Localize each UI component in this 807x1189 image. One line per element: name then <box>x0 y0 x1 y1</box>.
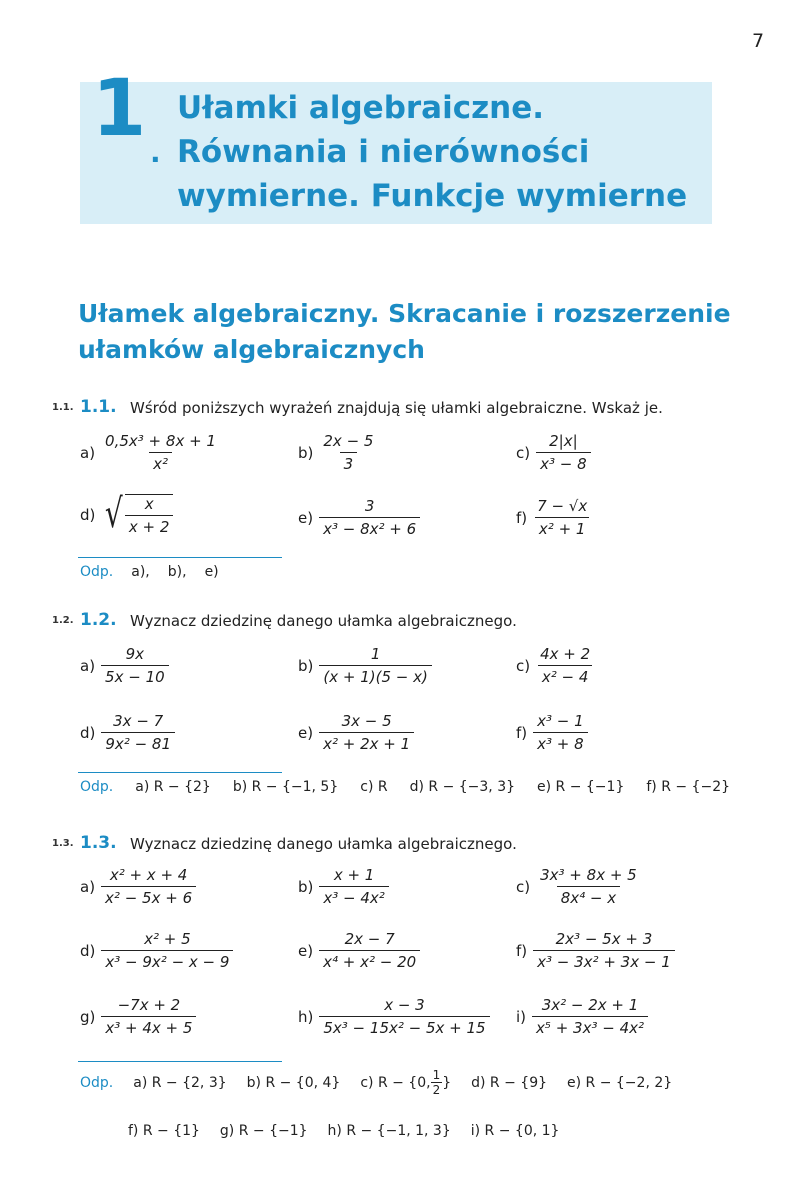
answer: f) R − {1} <box>128 1123 200 1139</box>
answer: b) R − {0, 4} <box>246 1074 341 1091</box>
exercise-text: Wyznacz dziedzinę danego ułamka algebraicznego. <box>130 612 517 630</box>
item-label: c) <box>516 656 531 675</box>
radicand <box>125 494 174 536</box>
numerator: 4x + 2 <box>540 645 591 663</box>
exercise-small-number: 1.3. <box>52 838 74 849</box>
numerator: x + 1 <box>333 866 375 884</box>
section-title <box>78 296 731 368</box>
item-label: e) <box>298 508 314 527</box>
expression-item <box>80 996 196 1037</box>
fraction <box>101 645 169 686</box>
denominator: 9x² − 81 <box>101 732 175 753</box>
chapter-title-line: Równania i nierówności <box>177 134 590 170</box>
numerator: 2x − 7 <box>344 930 395 948</box>
numerator: x³ − 1 <box>537 712 584 730</box>
fraction <box>125 495 174 536</box>
exercise-small-number: 1.1. <box>52 402 74 413</box>
fraction <box>536 432 591 473</box>
answer: d) R − {9} <box>471 1074 548 1091</box>
numerator: 3x − 7 <box>113 712 164 730</box>
expression-item <box>298 712 414 753</box>
fraction <box>319 432 377 473</box>
page-number: 7 <box>752 30 765 52</box>
answer: e) <box>204 564 219 580</box>
numerator: 3x³ + 8x + 5 <box>540 866 637 884</box>
answer-divider <box>78 772 282 773</box>
expression-item <box>298 432 377 473</box>
expression-item <box>516 712 588 753</box>
denominator: x³ − 8 <box>536 452 591 473</box>
numerator: 2|x| <box>549 432 578 450</box>
numerator: 2x³ − 5x + 3 <box>555 930 653 948</box>
item-label: d) <box>80 506 96 524</box>
item-label: b) <box>298 877 314 896</box>
answer: d) R − {−3, 3} <box>409 779 516 795</box>
item-label: g) <box>80 1007 96 1026</box>
expression-item <box>80 432 220 473</box>
fraction <box>319 996 489 1037</box>
numerator: 7 − √x <box>537 497 588 515</box>
expression-item <box>80 645 169 686</box>
answer-divider <box>78 557 282 558</box>
exercise-text: Wyznacz dziedzinę danego ułamka algebraicznego. <box>130 835 517 853</box>
item-label: i) <box>516 1007 527 1026</box>
denominator: x³ − 8x² + 6 <box>319 517 420 538</box>
answer: i) R − {0, 1} <box>470 1123 560 1139</box>
answer-divider <box>78 1061 282 1062</box>
answer: a) R − {2, 3} <box>133 1074 227 1091</box>
expression-item <box>80 930 233 971</box>
answers-label: Odp. <box>80 1074 114 1091</box>
denominator: 3 <box>340 452 358 473</box>
denominator: x + 2 <box>125 515 174 536</box>
expression-item <box>516 866 641 907</box>
numerator: 3x² − 2x + 1 <box>541 996 639 1014</box>
item-label: d) <box>80 723 96 742</box>
fraction <box>101 930 233 971</box>
radical-sign: √ <box>105 491 124 537</box>
answers-label: Odp. <box>80 564 114 580</box>
denominator: x² − 4 <box>538 665 593 686</box>
fraction <box>319 712 414 753</box>
answer: a) R − {2} <box>135 779 211 795</box>
exercise-text: Wśród poniższych wyrażeń znajdują się ułamki algebraiczne. Wskaż je. <box>130 399 663 417</box>
chapter-number: 1 <box>92 64 147 154</box>
item-label: f) <box>516 941 528 960</box>
item-label: a) <box>80 443 96 462</box>
expression-item <box>298 645 432 686</box>
fraction <box>101 432 220 473</box>
answers-row <box>128 1123 559 1139</box>
expression-item <box>516 930 675 971</box>
answer: e) R − {−1} <box>537 779 625 795</box>
fraction <box>536 645 594 686</box>
numerator: x² + x + 4 <box>109 866 188 884</box>
denominator: 8x⁴ − x <box>557 886 620 907</box>
expression-item <box>80 712 175 753</box>
fraction <box>319 645 431 686</box>
answer <box>360 1068 451 1097</box>
numerator: −7x + 2 <box>117 996 181 1014</box>
exercise-number: 1.1. <box>80 397 117 417</box>
numerator: 9x <box>125 645 145 663</box>
answer: e) R − {−2, 2} <box>567 1074 673 1091</box>
answer-suffix: } <box>442 1074 452 1091</box>
fraction <box>533 930 675 971</box>
item-label: h) <box>298 1007 314 1026</box>
denominator: x⁴ + x² − 20 <box>319 950 420 971</box>
expression-item <box>516 645 594 686</box>
fraction <box>319 866 388 907</box>
answer: b), <box>167 564 187 580</box>
denominator: x² − 5x + 6 <box>101 886 196 907</box>
fraction <box>431 1068 443 1097</box>
numerator: x <box>144 495 154 513</box>
denominator: (x + 1)(5 − x) <box>319 665 431 686</box>
expression-item <box>80 491 173 537</box>
denominator: x⁵ + 3x³ − 4x² <box>532 1016 648 1037</box>
answer: c) R <box>360 779 388 795</box>
item-label: b) <box>298 443 314 462</box>
fraction <box>101 866 196 907</box>
chapter-number-dot: . <box>150 136 161 169</box>
expression-item <box>298 996 490 1037</box>
numerator: x − 3 <box>384 996 425 1014</box>
numerator: 1 <box>432 1068 441 1082</box>
expression-item <box>298 930 420 971</box>
denominator: 5x³ − 15x² − 5x + 15 <box>319 1016 489 1037</box>
section-title-line: ułamków algebraicznych <box>78 335 425 364</box>
answer: h) R − {−1, 1, 3} <box>327 1123 451 1139</box>
item-label: d) <box>80 941 96 960</box>
answers-row <box>80 779 730 795</box>
numerator: x² + 5 <box>144 930 191 948</box>
denominator: 2 <box>432 1083 441 1097</box>
denominator: x² <box>149 452 172 473</box>
numerator: 3 <box>364 497 375 515</box>
section-title-line: Ułamek algebraiczny. Skracanie i rozszerzenie <box>78 299 731 328</box>
denominator: x³ − 4x² <box>319 886 388 907</box>
answer: f) R − {−2} <box>646 779 731 795</box>
denominator: x³ + 8 <box>533 732 588 753</box>
denominator: x² + 2x + 1 <box>319 732 414 753</box>
answer-prefix: c) R − {0, <box>360 1074 431 1091</box>
item-label: c) <box>516 877 531 896</box>
denominator: x² + 1 <box>535 517 590 538</box>
chapter-title-line: Ułamki algebraiczne. <box>177 90 545 126</box>
expression-item <box>516 996 648 1037</box>
denominator: x³ + 4x + 5 <box>101 1016 196 1037</box>
expression-item <box>516 432 591 473</box>
denominator: 5x − 10 <box>101 665 169 686</box>
chapter-title-line: wymierne. Funkcje wymierne <box>177 178 688 214</box>
answers-label: Odp. <box>80 779 114 795</box>
fraction <box>319 497 420 538</box>
answer: g) R − {−1} <box>219 1123 308 1139</box>
chapter-title <box>177 86 687 218</box>
answers-row <box>80 564 219 580</box>
square-root <box>101 491 173 537</box>
denominator: x³ − 3x² + 3x − 1 <box>533 950 675 971</box>
answers-row <box>80 1068 672 1097</box>
numerator: 2x − 5 <box>323 432 374 450</box>
item-label: e) <box>298 723 314 742</box>
fraction <box>101 712 175 753</box>
exercise-number: 1.3. <box>80 833 117 853</box>
numerator: 0,5x³ + 8x + 1 <box>105 432 216 450</box>
fraction <box>533 497 591 538</box>
numerator: 3x − 5 <box>341 712 392 730</box>
item-label: b) <box>298 656 314 675</box>
item-label: a) <box>80 656 96 675</box>
item-label: c) <box>516 443 531 462</box>
answer: b) R − {−1, 5} <box>232 779 339 795</box>
item-label: f) <box>516 723 528 742</box>
fraction <box>319 930 420 971</box>
expression-item <box>516 497 591 538</box>
item-label: e) <box>298 941 314 960</box>
fraction <box>536 866 641 907</box>
expression-item <box>80 866 196 907</box>
expression-item <box>298 866 389 907</box>
expression-item <box>298 497 420 538</box>
numerator: 1 <box>370 645 381 663</box>
fraction <box>533 712 588 753</box>
denominator: x³ − 9x² − x − 9 <box>101 950 233 971</box>
exercise-number: 1.2. <box>80 610 117 630</box>
item-label: a) <box>80 877 96 896</box>
fraction <box>101 996 196 1037</box>
exercise-small-number: 1.2. <box>52 615 74 626</box>
item-label: f) <box>516 508 528 527</box>
answer: a), <box>131 564 150 580</box>
fraction <box>532 996 648 1037</box>
